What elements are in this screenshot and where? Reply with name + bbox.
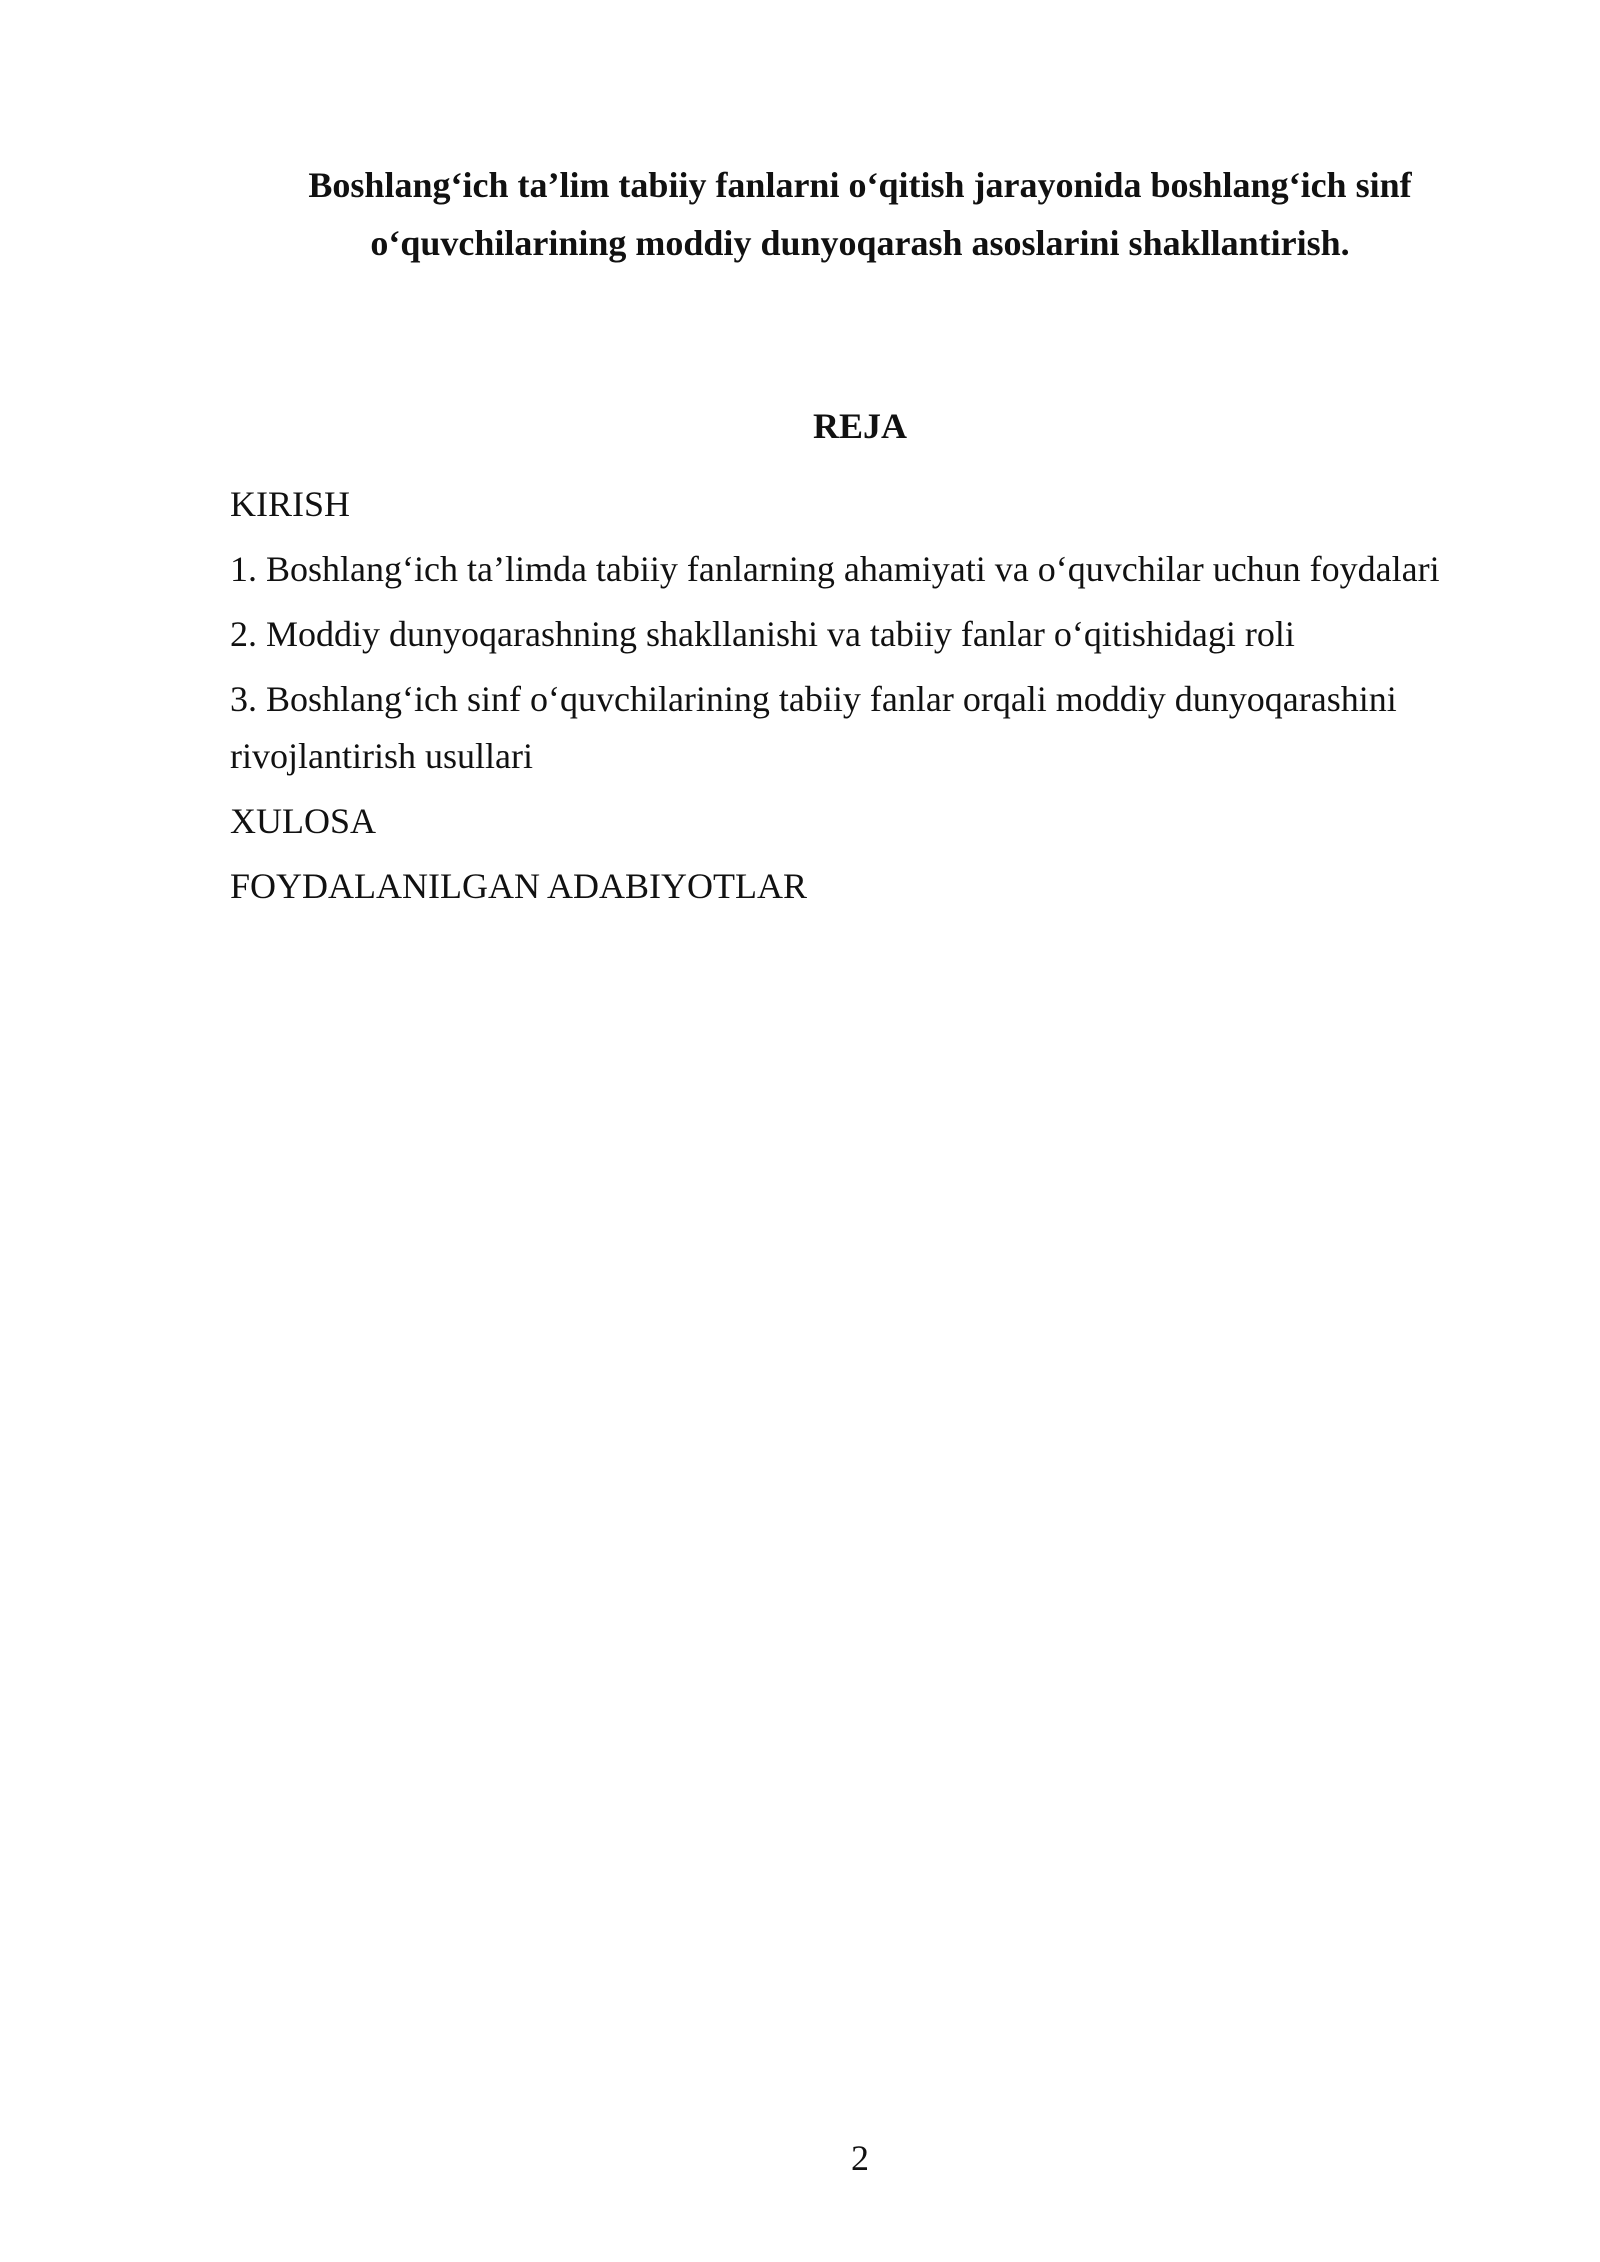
- page-number: 2: [851, 2138, 869, 2178]
- plan-item-section-2: 2. Moddiy dunyoqarashning shakllanishi va tabiiy fanlar o‘qitishidagi roli: [230, 614, 1295, 654]
- plan-item-introduction: KIRISH: [230, 484, 351, 524]
- plan-list: [230, 476, 1470, 923]
- plan-heading: REJA: [812, 406, 907, 446]
- plan-item-conclusion: XULOSA: [230, 801, 377, 841]
- document-title-line-1: Boshlang‘ich ta’lim tabiiy fanlarni o‘qitish jarayonida boshlang‘ich sinf: [308, 165, 1412, 205]
- document-title: [230, 156, 1490, 272]
- plan-item-references: FOYDALANILGAN ADABIYOTLAR: [230, 866, 807, 906]
- document-title-line-2: o‘quvchilarining moddiy dunyoqarash asoslarini shakllantirish.: [370, 223, 1350, 263]
- plan-item-section-3: 3. Boshlang‘ich sinf o‘quvchilarining tabiiy fanlar orqali moddiy dunyoqarashini rivojlantirish usullari: [230, 679, 1397, 776]
- plan-item-section-1: 1. Boshlang‘ich ta’limda tabiiy fanlarning ahamiyati va o‘quvchilar uchun foydalari: [230, 549, 1440, 589]
